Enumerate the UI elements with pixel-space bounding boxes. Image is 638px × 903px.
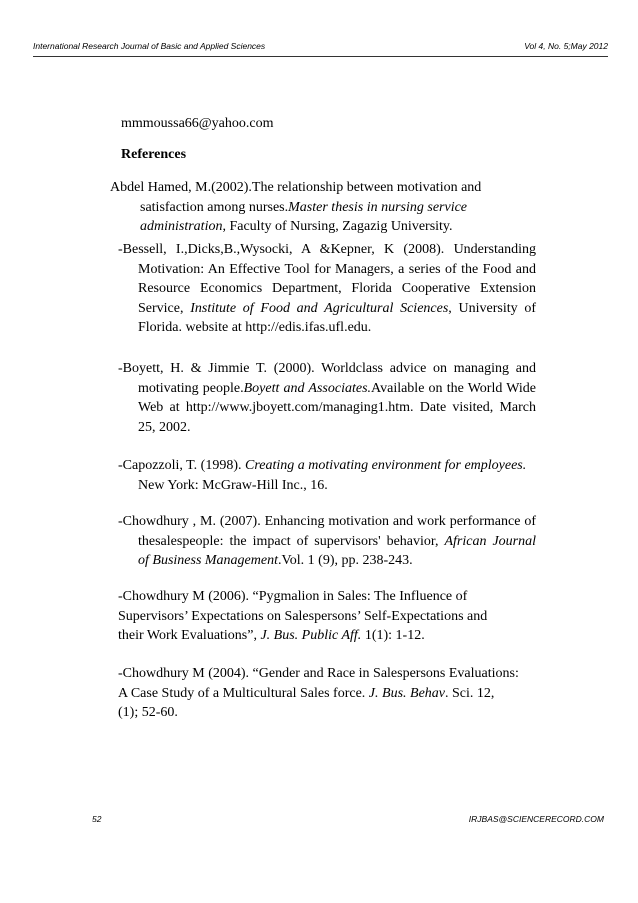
reference-line: Resource Economics Department, Florida Cooperative Extension bbox=[138, 281, 536, 296]
issue-info: Vol 4, No. 5;May 2012 bbox=[524, 41, 608, 51]
reference-line: thesalespeople: the impact of supervisors' behavior, African Journal bbox=[138, 533, 536, 549]
reference-line: -Boyett, H. & Jimmie T. (2000). Worldclass advice on managing and bbox=[118, 361, 536, 376]
journal-title: International Research Journal of Basic and Applied Sciences bbox=[33, 41, 266, 51]
reference-line: -Bessell, I.,Dicks,B.,Wysocki, A &Kepner, K (2008). Understanding bbox=[118, 242, 536, 257]
reference-item bbox=[118, 359, 536, 437]
footer-email: IRJBAS@SCIENCERECORD.COM bbox=[468, 814, 604, 824]
reference-line: satisfaction among nurses.Master thesis in nursing service bbox=[140, 199, 468, 215]
reference-item bbox=[118, 240, 536, 338]
reference-line: Service, Institute of Food and Agricultural Sciences, University of bbox=[138, 300, 536, 316]
reference-line: -Capozzoli, T. (1998). Creating a motivating environment for employees. bbox=[118, 458, 527, 473]
reference-line: -Chowdhury M (2006). “Pygmalion in Sales: The Influence of bbox=[118, 589, 468, 604]
reference-line: A Case Study of a Multicultural Sales force. J. Bus. Behav. Sci. 12, bbox=[118, 685, 495, 701]
reference-line: Motivation: An Effective Tool for Managers, a series of the Food and bbox=[138, 261, 536, 277]
header-divider bbox=[33, 56, 608, 57]
reference-line: of Business Management.Vol. 1 (9), pp. 238-243. bbox=[138, 553, 413, 568]
reference-line: New York: McGraw-Hill Inc., 16. bbox=[138, 477, 328, 493]
reference-line: -Chowdhury , M. (2007). Enhancing motivation and work performance of bbox=[118, 514, 536, 529]
reference-item bbox=[110, 178, 510, 237]
reference-line: Supervisors’ Expectations on Salespersons’ Self-Expectations and bbox=[118, 608, 488, 624]
reference-item bbox=[118, 512, 536, 571]
reference-item bbox=[118, 587, 538, 646]
reference-line: -Chowdhury M (2004). “Gender and Race in Salespersons Evaluations: bbox=[118, 666, 519, 681]
reference-line: Web at http://www.jboyett.com/managing1.htm. Date visited, March bbox=[138, 400, 536, 415]
reference-line: 25, 2002. bbox=[138, 419, 191, 435]
author-email: mmmoussa66@yahoo.com bbox=[121, 116, 274, 131]
reference-item bbox=[118, 664, 538, 723]
reference-line: their Work Evaluations”, J. Bus. Public Aff. 1(1): 1-12. bbox=[118, 628, 425, 643]
reference-line: Abdel Hamed, M.(2002).The relationship between motivation and bbox=[110, 180, 482, 195]
reference-item bbox=[118, 456, 538, 495]
running-header bbox=[33, 41, 608, 54]
reference-line: administration, Faculty of Nursing, Zagazig University. bbox=[140, 219, 453, 234]
reference-line: (1); 52-60. bbox=[118, 705, 178, 720]
page-number: 52 bbox=[92, 814, 102, 824]
references-heading: References bbox=[121, 147, 187, 162]
reference-line: Florida. website at http://edis.ifas.ufl.edu. bbox=[138, 320, 372, 335]
reference-line: motivating people.Boyett and Associates.Available on the World Wide bbox=[138, 380, 536, 396]
